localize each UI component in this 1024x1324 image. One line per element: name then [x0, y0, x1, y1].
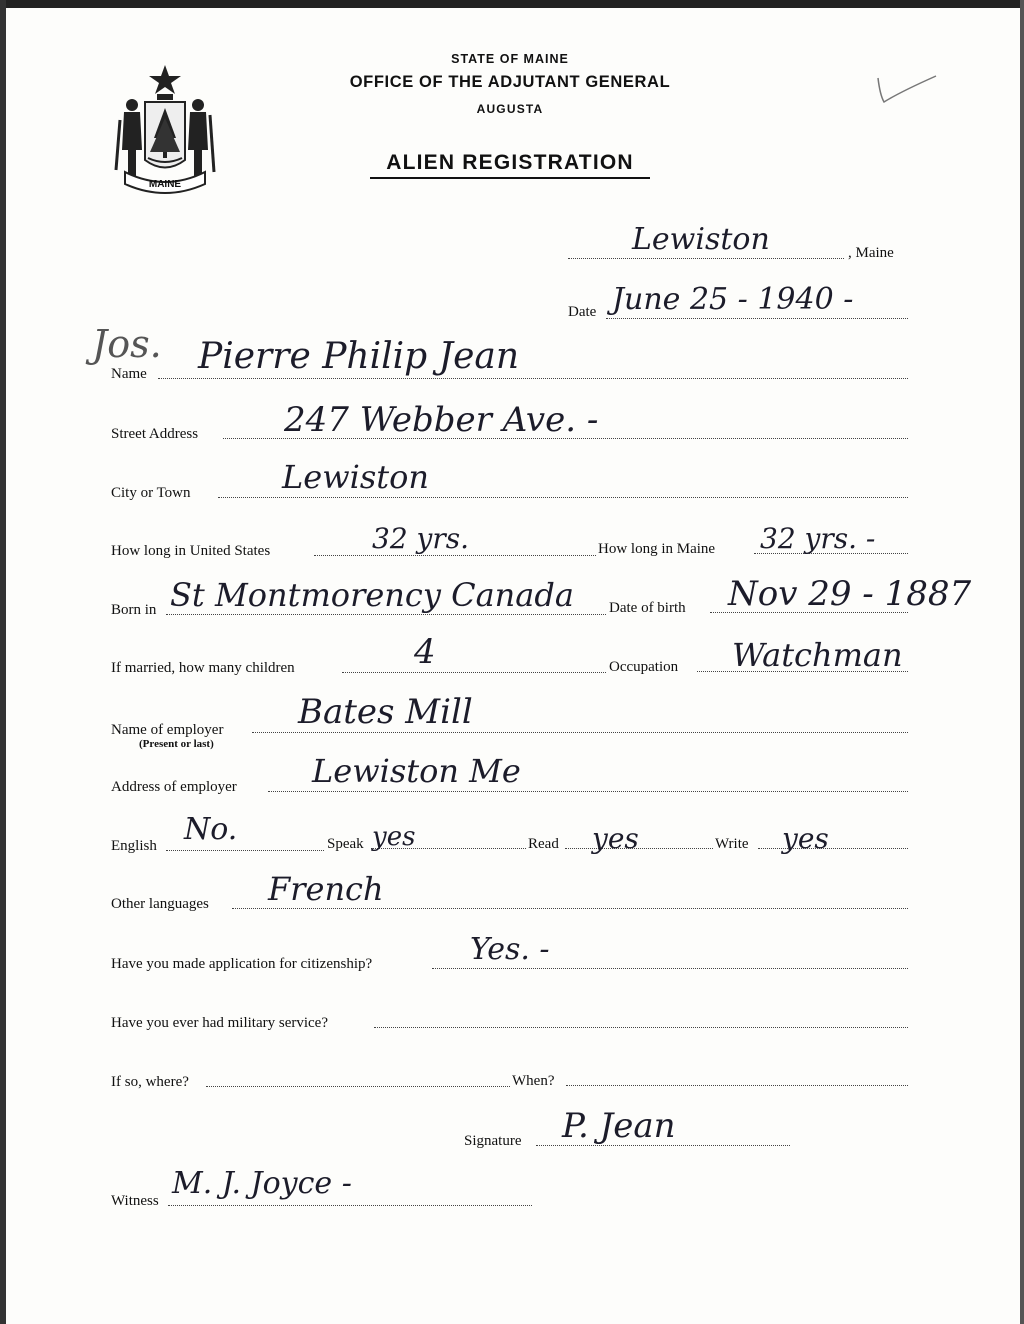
employer-address-line — [268, 791, 908, 792]
check-mark-icon — [870, 70, 950, 110]
witness-label: Witness — [111, 1193, 159, 1209]
military-label: Have you ever had military service? — [111, 1015, 328, 1031]
maine-length-value: 32 yrs. - — [760, 522, 876, 555]
other-languages-value: French — [268, 870, 384, 908]
write-value: yes — [782, 822, 829, 855]
scan-border-top — [0, 0, 1024, 8]
citizenship-value: Yes. - — [470, 932, 550, 967]
signature-value: P. Jean — [562, 1106, 676, 1146]
dob-label: Date of birth — [609, 600, 686, 616]
form-title: ALIEN REGISTRATION — [386, 151, 634, 174]
english-label: English — [111, 838, 157, 854]
born-in-line — [166, 614, 606, 615]
read-value: yes — [592, 822, 639, 855]
employer-address-label: Address of employer — [111, 779, 237, 795]
citizenship-label: Have you made application for citizenship? — [111, 956, 373, 972]
english-line — [166, 850, 324, 851]
scan-border-left — [0, 0, 6, 1324]
header-office: OFFICE OF THE ADJUTANT GENERAL — [349, 73, 671, 91]
date-label: Date — [568, 304, 597, 320]
children-line — [342, 672, 606, 673]
scan-border-right — [1020, 0, 1024, 1324]
read-label: Read — [528, 836, 559, 852]
name-label: Name — [111, 366, 147, 382]
employer-line — [252, 732, 908, 733]
employer-label: Name of employer — [111, 722, 224, 738]
children-label: If married, how many children — [111, 660, 295, 676]
employer-address-value: Lewiston Me — [312, 752, 521, 790]
street-value: 247 Webber Ave. - — [284, 400, 599, 440]
header-city: AUGUSTA — [476, 102, 544, 116]
employer-value: Bates Mill — [298, 692, 473, 732]
read-line — [565, 848, 713, 849]
name-value: Pierre Philip Jean — [198, 336, 520, 377]
town-line — [568, 258, 844, 259]
occupation-label: Occupation — [609, 659, 679, 675]
city-line — [218, 497, 908, 498]
maine-length-label: How long in Maine — [598, 541, 716, 557]
witness-line — [168, 1205, 532, 1206]
name-line — [158, 378, 908, 379]
maine-state-seal — [110, 60, 220, 195]
dob-value: Nov 29 - 1887 — [728, 574, 972, 614]
occupation-value: Watchman — [732, 636, 903, 674]
town-value: Lewiston — [632, 222, 770, 257]
city-label: City or Town — [111, 485, 191, 501]
seal-banner-text: MAINE — [148, 179, 182, 190]
english-value: No. — [184, 812, 238, 847]
us-length-label: How long in United States — [111, 543, 271, 559]
where-line — [206, 1086, 510, 1087]
children-value: 4 — [414, 632, 436, 672]
write-line — [758, 848, 908, 849]
other-languages-label: Other languages — [111, 896, 209, 912]
signature-label: Signature — [464, 1133, 522, 1149]
us-length-line — [314, 555, 596, 556]
when-line — [566, 1085, 908, 1086]
where-label: If so, where? — [111, 1074, 189, 1090]
speak-value: yes — [372, 822, 416, 852]
street-label: Street Address — [111, 426, 199, 442]
when-label: When? — [512, 1073, 555, 1089]
born-in-value: St Montmorency Canada — [170, 576, 574, 614]
date-line — [606, 318, 908, 319]
date-value: June 25 - 1940 - — [612, 282, 854, 317]
military-line — [374, 1027, 908, 1028]
witness-value: M. J. Joyce - — [172, 1166, 352, 1201]
title-underline — [370, 177, 650, 179]
speak-label: Speak — [327, 836, 364, 852]
other-languages-line — [232, 908, 908, 909]
name-prefix: Jos. — [92, 322, 162, 366]
write-label: Write — [715, 836, 749, 852]
us-length-value: 32 yrs. — [372, 522, 470, 555]
citizenship-line — [432, 968, 908, 969]
city-value: Lewiston — [282, 458, 429, 496]
born-in-label: Born in — [111, 602, 157, 618]
header-state: STATE OF MAINE — [451, 52, 569, 66]
maine-label: , Maine — [848, 245, 894, 261]
employer-note: (Present or last) — [139, 738, 214, 750]
